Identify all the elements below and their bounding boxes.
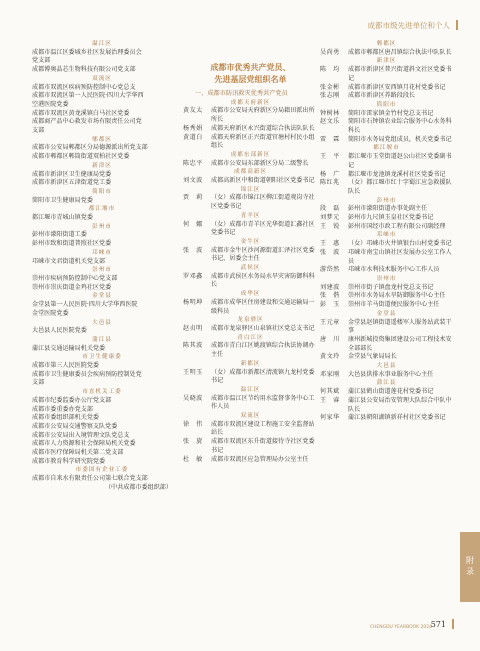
person-name: 杨秀娟	[183, 124, 203, 132]
person-title: 成都市龙泉驿区山泉镇社区党总支书记	[211, 324, 315, 332]
list-item	[183, 438, 318, 455]
section-heading: 温江区	[240, 386, 261, 393]
column-middle	[183, 40, 318, 464]
section-heading: 郫都区	[92, 136, 112, 143]
list-item: 成都市委重委办党支部	[32, 405, 93, 413]
section-heading: 崇州市	[92, 267, 112, 274]
section-heading: 市委国有企业工委	[75, 467, 129, 474]
person-name: 吴晓波	[183, 394, 203, 402]
person-name: 王明玉	[183, 368, 203, 376]
person-title: 金堂县气象局局长	[348, 353, 397, 361]
list-item: （中共成都市委组织部）	[104, 483, 172, 491]
column-right	[320, 40, 453, 423]
list-title-line: 成都市优秀共产党员、	[210, 63, 291, 72]
list-item	[320, 171, 453, 180]
list-item: 成都市公安局郫都区分局德源派出所党支部	[32, 144, 148, 152]
running-header	[0, 20, 480, 34]
person-title: 成都市新津区普兴街道斜文社区党委书记	[348, 66, 452, 82]
person-name: 彭 玉	[320, 301, 340, 309]
list-item: 大邑县人民医院党委	[32, 327, 87, 335]
section-heading: 市直机关工委	[82, 389, 122, 396]
person-name: 杨明坤	[183, 298, 203, 306]
person-title: 成都天府新区正兴街道官塘村村民小组组长	[211, 133, 315, 150]
list-item: 空港医院党委	[32, 100, 69, 108]
section-heading: 彭州市	[376, 197, 397, 204]
section-heading: 双流区	[92, 75, 112, 82]
section-heading: 武侯区	[240, 265, 261, 272]
person-name: 游岱然	[320, 266, 340, 274]
list-item	[320, 118, 453, 135]
person-title: 崇州市街子镇盘龙村党总支书记	[348, 283, 434, 291]
section-heading: 双流区	[240, 413, 261, 420]
list-item: 邛崃市文君街道机关党支部	[32, 257, 106, 265]
section-heading: 成都高新区	[234, 169, 267, 176]
person-title: 简阳市雷家镇金竹村党总支书记	[348, 109, 434, 117]
person-title: 都江堰市玉堂街道赵公山社区党委副书记	[348, 153, 452, 169]
person-title: 大邑县供排水事业服务中心主任	[348, 370, 434, 378]
section-heading: 青白江区	[237, 334, 264, 341]
person-name: 杨 广	[320, 170, 340, 178]
person-title: 成都市武侯区水务局水旱灾害防御科科长	[211, 272, 315, 289]
list-item: 成都市温江区委城乡社区发展治理委员会	[32, 48, 142, 56]
person-title: 邛崃市水利技术服务中心工作人员	[348, 266, 440, 274]
person-name: 刘文波	[183, 177, 203, 185]
section-heading: 金牛区	[240, 238, 261, 245]
list-item	[183, 177, 318, 186]
person-name: 王 惠	[320, 240, 340, 248]
section-heading: 邛崃市	[92, 249, 112, 256]
person-name: 何 娜	[183, 220, 203, 228]
list-item: 成都市医疗保障局机关第二党支部	[32, 449, 124, 457]
section-heading: 大邑县	[376, 363, 397, 370]
list-item: 成都市委组织部机关党委	[32, 414, 100, 422]
person-title: 成都市公安局东部新区分局二级警长	[211, 159, 309, 167]
list-item	[183, 247, 318, 264]
person-name: 张 偕	[320, 292, 340, 300]
list-item	[320, 266, 453, 275]
person-title: 成都市青白江区姚渡镇综合执法协调办主任	[211, 342, 315, 359]
person-name: 何家华	[320, 414, 340, 422]
person-name: 赵贞明	[183, 324, 203, 332]
person-name: 王元章	[320, 318, 340, 326]
list-item: 成都市双流区黄龙溪镇白马社区党委	[32, 109, 130, 117]
list-item	[320, 414, 453, 423]
list-item	[320, 153, 453, 170]
list-item: 支部	[32, 379, 45, 387]
list-item: 成都市公安局出入境管理文队党总支	[32, 431, 130, 439]
list-item: 党支部	[32, 57, 51, 65]
person-title: （女）邛崃市火井镇银台山村党委书记	[348, 240, 452, 248]
list-item: 彭州市致和街道普照社区党委	[32, 240, 112, 248]
footer-bar	[452, 619, 454, 629]
person-title: 成都市公安局天府新区分局籍田派出所所长	[211, 107, 315, 124]
person-title: 简阳市石钟镇农业综合服务中心水务科科长	[348, 118, 452, 135]
section-heading: 简阳市	[376, 101, 397, 108]
person-name: 唐 川	[320, 335, 340, 343]
list-item	[183, 160, 318, 169]
person-name: 张 波	[183, 246, 203, 254]
subsection-heading: 一、成都市防汛救灾优秀共产党员	[195, 90, 288, 97]
person-title: 成都市郫都区唐昌镇综合执法中队队长	[348, 48, 452, 56]
section-heading: 大邑县	[92, 319, 112, 326]
person-name: 钟树林	[320, 109, 340, 117]
section-heading: 青羊区	[240, 212, 261, 219]
list-item	[183, 134, 318, 151]
list-item	[183, 273, 318, 290]
list-item	[320, 388, 453, 397]
person-title: （女）都江堰市红十字蜀江应急救援队队长	[348, 179, 452, 195]
section-heading: 彭州市	[92, 223, 112, 230]
person-name: 黄道白	[183, 133, 203, 141]
list-item	[320, 319, 453, 336]
person-title: 彭州市国经市政工程有限公司副经理	[348, 222, 446, 230]
section-heading: 崇州市	[376, 275, 397, 282]
list-item	[320, 223, 453, 232]
person-name: 杜 敏	[183, 455, 203, 463]
list-item	[320, 84, 453, 93]
person-name: 雷 霖	[320, 135, 340, 143]
person-name: 贾 莉	[183, 194, 203, 202]
person-title: 成都市双流区建设工程施工安全监督站站长	[211, 420, 315, 437]
list-item	[183, 456, 318, 465]
page-number: 571	[430, 620, 446, 629]
section-heading: 金堂县	[376, 310, 397, 317]
person-title: 成都市新津区养路段段长	[348, 92, 416, 100]
person-title: 彭州市濛阳街道办事处副主任	[348, 205, 428, 213]
section-heading: 简阳市	[92, 188, 112, 195]
list-item: 蒲江县交通运输局机关党委	[32, 344, 106, 352]
list-item	[320, 336, 453, 353]
section-heading: 都江堰市	[373, 145, 400, 152]
list-item	[320, 249, 453, 266]
list-item	[320, 49, 453, 58]
list-item: 成都商产品中心救发市场有限责任公司党	[32, 118, 142, 126]
section-heading: 都江堰市	[88, 206, 116, 213]
list-item	[320, 136, 453, 145]
person-title: 康州新城投资集团建设公司工程技术安全部部长	[348, 335, 452, 352]
section-heading: 成都天府新区	[230, 99, 271, 106]
list-item: 支部	[32, 127, 45, 135]
person-name: 陈忠平	[183, 159, 203, 167]
person-name: 段 磊	[320, 205, 340, 213]
list-item	[183, 107, 318, 124]
person-title: 蒲江县朝阳湖镇新祥村社区党委书记	[348, 414, 446, 422]
section-heading: 温江区	[92, 41, 112, 47]
list-item	[183, 395, 318, 412]
header-bar	[456, 20, 458, 30]
person-name: 王 平	[320, 153, 340, 161]
list-item: 金堂医院党委	[32, 309, 69, 317]
person-name: 陈其波	[183, 342, 203, 350]
list-item: 彭州市濛阳街道工委	[32, 231, 87, 239]
list-item	[183, 299, 318, 316]
list-item: 成都市纪委监委办公厅党支部	[32, 396, 112, 404]
header-title: 成都市级先进单位和个人	[367, 21, 450, 30]
person-name: 张金彬	[320, 83, 340, 91]
list-item	[320, 371, 453, 380]
list-item: 成都市自来水有限责任公司第七联合党支部	[32, 475, 148, 483]
list-item	[320, 179, 453, 196]
list-item: 成都博奥晶芯生物科技有限公司党支部	[32, 66, 136, 74]
person-name: 张 波	[320, 248, 340, 256]
section-heading: 郫都区	[376, 41, 397, 47]
person-name: 刘建波	[320, 283, 340, 291]
section-heading: 锦江区	[240, 186, 261, 193]
section-heading: 蒲江县	[92, 336, 112, 343]
person-title: （女）成都市青羊区光华街道汇鑫社区党委书记	[211, 220, 315, 237]
person-title: 金堂县赵镇街道遥楼军人服务站武装干事	[348, 318, 452, 335]
person-title: 成都市双流区东升街道接待寺社区党委书记	[211, 438, 315, 454]
list-item	[183, 342, 318, 359]
list-item	[320, 353, 453, 362]
list-title-line: 先进基层党组织名单	[214, 74, 287, 84]
person-name: 何其斌	[320, 388, 340, 396]
list-item	[320, 92, 453, 101]
list-item: 金堂县第一人民医院·四川大学华西医院	[32, 301, 138, 309]
person-name: 罗邓鑫	[183, 272, 203, 280]
list-item	[183, 125, 318, 134]
section-heading: 龙泉驿区	[237, 317, 264, 324]
person-name: 徐 伟	[183, 420, 203, 428]
list-item: 崇州市疾病预防控制中心党支部	[32, 274, 118, 282]
section-heading: 金堂县	[92, 293, 112, 300]
list-item	[320, 214, 453, 223]
person-title: 成都市温江区节约用水监督事务中心工作人员	[211, 394, 315, 411]
list-item	[320, 66, 453, 83]
person-title: 成都市双流区应急管理局办公室主任	[211, 455, 309, 463]
list-item: 成都市新津区卫生健康局党委	[32, 170, 112, 178]
person-name: 吴尚勇	[320, 48, 340, 56]
section-heading: 成都东部新区	[230, 151, 271, 158]
person-title: 都江堰市龙池镇龙溪村社区党委书记	[348, 170, 446, 178]
person-title: 崇州市羊马街道便民服务中心主任	[348, 301, 440, 309]
list-item	[320, 397, 453, 414]
person-title: 蒲江县公安局治安管理大队综合中队中队长	[348, 396, 452, 413]
person-name: 陈 均	[320, 66, 340, 74]
person-title: （女）成都市锦江区柳江街道观岗寺社区党委书记	[211, 194, 315, 211]
section-heading: 成华区	[240, 291, 261, 298]
list-item	[183, 194, 318, 211]
section-heading: 新津区	[376, 58, 397, 65]
person-name: 邓家刚	[320, 370, 340, 378]
person-name: 刘梦元	[320, 214, 340, 222]
person-title: 成都市成华区住房建设和交通运输局一级科员	[211, 298, 315, 315]
person-name: 王 锐	[320, 222, 340, 230]
list-item	[320, 301, 453, 310]
list-item	[320, 240, 453, 249]
person-name: 赵文乐	[320, 118, 340, 126]
section-heading: 新都区	[240, 360, 261, 367]
list-item: 崇州市崇庆街道金鸡社区党委	[32, 283, 112, 291]
list-item: 成都市教育科学研究院党委	[32, 457, 106, 465]
appendix-side-tab: 附录	[460, 532, 480, 602]
list-item	[183, 325, 318, 334]
list-item: 成都市双流区疾病预防控制中心党总支	[32, 83, 136, 91]
list-item: 成都市第三人民医院党委	[32, 362, 100, 370]
section-heading: 市卫生健康委	[82, 354, 122, 361]
list-item: 都江堰市青城山镇党委	[32, 214, 93, 222]
footer-yearbook: CHENGDU YEARBOOK 2024	[369, 625, 432, 630]
column-left	[32, 40, 172, 493]
list-item	[320, 205, 453, 214]
list-item: 成都市卫生健康委员会疾病预防控制处党	[32, 370, 142, 378]
person-title: 成都天府新区永兴街道综合执法队队长	[211, 124, 315, 132]
person-title: 邛崃市南宝山镇社区发展办公室工作人员	[348, 248, 452, 265]
list-item: 成都市公安局交通警察支队党委	[32, 422, 118, 430]
person-title: 蒲江县鹤山街道莲花村党委书记	[348, 388, 434, 396]
person-name: 黄友太	[183, 107, 203, 115]
list-item: 成都市双流区第一人民医院·四川大学华西	[32, 92, 144, 100]
list-item: 成都市新津区五津街道党工委	[32, 179, 112, 187]
person-title: 成都市金牛区沙河源街道汇泽社区党委书记、居委会主任	[211, 246, 315, 263]
person-title: 成都市新津区安西镇月花村党委书记	[348, 83, 446, 91]
section-heading: 新津区	[92, 162, 112, 169]
person-title: （女）成都市新都区清流镇九龙村党委书记	[211, 368, 315, 385]
list-title	[183, 62, 318, 85]
person-title: 彭州市九尺镇玉皇社区党委书记	[348, 214, 434, 222]
list-item: 成都市郫都区郫筒街道双柏社区党委	[32, 153, 130, 161]
section-heading: 蒲江县	[376, 380, 397, 387]
person-name: 张 旋	[183, 438, 203, 446]
person-name: 张志刚	[320, 92, 340, 100]
person-name: 黄文玲	[320, 353, 340, 361]
list-item	[320, 292, 453, 301]
person-title: 崇州市水务局水旱防御服务中心主任	[348, 292, 446, 300]
person-name: 陈红兆	[320, 179, 340, 187]
list-item: 成都市人力资源和社会保障局机关党委	[32, 440, 136, 448]
list-item	[183, 369, 318, 386]
list-item	[183, 221, 318, 238]
list-item	[183, 421, 318, 438]
person-title: 成都高新区中和街道朝阳社区党委书记	[211, 177, 315, 185]
list-item: 简阳市卫生健康局党委	[32, 196, 93, 204]
person-name: 王 睿	[320, 396, 340, 404]
person-title: 简阳市水务局党组成员，机关党委书记	[348, 135, 452, 143]
section-heading: 邛崃市	[376, 232, 397, 239]
